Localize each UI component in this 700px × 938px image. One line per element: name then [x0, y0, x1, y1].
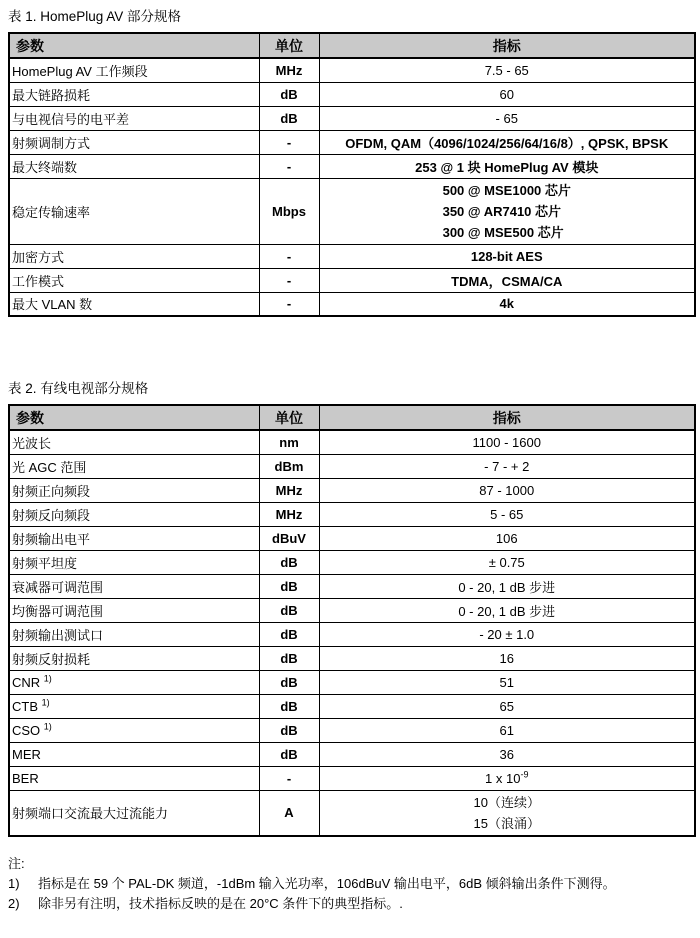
param-cell: 稳定传输速率 [9, 178, 259, 244]
table-row [9, 598, 695, 622]
unit-cell: nm [259, 430, 319, 454]
value-cell: 16 [319, 646, 695, 670]
value-line: 350 @ AR7410 芯片 [442, 203, 562, 219]
param-cell: 射频反射损耗 [9, 646, 259, 670]
value-line: 500 @ MSE1000 芯片 [442, 182, 571, 198]
param-cell: CSO $^{1)}$ [9, 718, 259, 742]
note-number: 1) [8, 875, 20, 891]
value-cell: - 20 ± 1.0 [319, 622, 695, 646]
table-row [9, 718, 695, 742]
notes-label: 注: [8, 855, 25, 871]
value-lines [443, 180, 571, 243]
value-cell: - 65 [319, 106, 695, 130]
value-cell: 0 - 20, 1 dB 步进 [319, 574, 695, 598]
table-row [9, 766, 695, 790]
unit-cell: A [259, 790, 319, 836]
table-row [9, 454, 695, 478]
value-line: 10（连续） [473, 794, 540, 810]
param-cell: 射频输出电平 [9, 526, 259, 550]
unit-cell: dB [259, 550, 319, 574]
notes-list [8, 874, 694, 914]
unit-cell: dBm [259, 454, 319, 478]
unit-cell: MHz [259, 478, 319, 502]
table-row [9, 292, 695, 316]
unit-cell: - [259, 130, 319, 154]
table2 [8, 404, 696, 837]
table-row [9, 268, 695, 292]
note-item [8, 874, 694, 894]
param-cell: CTB $^{1)}$ [9, 694, 259, 718]
unit-cell: - [259, 292, 319, 316]
table1-header-row [9, 33, 695, 58]
table2-header-param: 参数 [9, 405, 259, 430]
value-cell: 1100 - 1600 [319, 430, 695, 454]
value-cell: 60 [319, 82, 695, 106]
table-row [9, 502, 695, 526]
param-cell: 光 AGC 范围 [9, 454, 259, 478]
param-cell: 工作模式 [9, 268, 259, 292]
value-cell: 0 - 20, 1 dB 步进 [319, 598, 695, 622]
value-cell: 51 [319, 670, 695, 694]
unit-cell: dB [259, 622, 319, 646]
unit-cell: - [259, 766, 319, 790]
param-cell: 均衡器可调范围 [9, 598, 259, 622]
table-row [9, 550, 695, 574]
footnote-ref: 1) [43, 673, 52, 684]
table-row [9, 694, 695, 718]
table2-header-spec: 指标 [319, 405, 695, 430]
value-lines [474, 792, 540, 834]
table-row [9, 430, 695, 454]
unit-cell: dB [259, 670, 319, 694]
value-cell: 7.5 - 65 [319, 58, 695, 82]
table2-section [8, 380, 694, 837]
table1-header-unit: 单位 [259, 33, 319, 58]
table-row [9, 622, 695, 646]
table-row [9, 526, 695, 550]
unit-cell: - [259, 244, 319, 268]
table2-header-row [9, 405, 695, 430]
value-cell: 128-bit AES [319, 244, 695, 268]
note-text: 指标是在 59 个 PAL-DK 频道，-1dBm 输入光功率，106dBuV 输出电平，6dB 倾斜输出条件下测得。 [38, 875, 616, 891]
unit-cell: dBuV [259, 526, 319, 550]
param-cell: 射频输出测试口 [9, 622, 259, 646]
table-row [9, 478, 695, 502]
value-cell: 36 [319, 742, 695, 766]
note-item [8, 894, 694, 914]
param-cell: HomePlug AV 工作频段 [9, 58, 259, 82]
value-cell: TDMA，CSMA/CA [319, 268, 695, 292]
value-cell: 106 [319, 526, 695, 550]
unit-cell: MHz [259, 58, 319, 82]
notes-section [8, 854, 694, 914]
value-cell: 5 - 65 [319, 502, 695, 526]
value-cell: 61 [319, 718, 695, 742]
unit-cell: dB [259, 82, 319, 106]
table-row [9, 58, 695, 82]
table1-header-spec: 指标 [319, 33, 695, 58]
note-number: 2) [8, 895, 20, 911]
table2-title: 表 2. 有线电视部分规格 [8, 381, 149, 396]
table-row [9, 82, 695, 106]
param-cell: 射频平坦度 [9, 550, 259, 574]
unit-cell: dB [259, 574, 319, 598]
table-row [9, 646, 695, 670]
param-cell: 最大终端数 [9, 154, 259, 178]
value-cell [319, 178, 695, 244]
value-line: 300 @ MSE500 芯片 [442, 224, 564, 240]
unit-cell: MHz [259, 502, 319, 526]
table-row [9, 790, 695, 836]
value-cell: - 7 - + 2 [319, 454, 695, 478]
table-row [9, 130, 695, 154]
table-row [9, 574, 695, 598]
param-cell: 与电视信号的电平差 [9, 106, 259, 130]
param-cell: 射频反向频段 [9, 502, 259, 526]
footnote-ref: 1) [41, 697, 50, 708]
table-row [9, 742, 695, 766]
value-cell: 253 @ 1 块 HomePlug AV 模块 [319, 154, 695, 178]
unit-cell: - [259, 154, 319, 178]
value-cell: OFDM, QAM（4096/1024/256/64/16/8）, QPSK, BPSK [319, 130, 695, 154]
param-cell: 加密方式 [9, 244, 259, 268]
value-cell: 1 x $10^{-9}$ [319, 766, 695, 790]
param-cell: 射频正向频段 [9, 478, 259, 502]
table2-header-unit: 单位 [259, 405, 319, 430]
unit-cell: dB [259, 106, 319, 130]
value-cell: 87 - 1000 [319, 478, 695, 502]
param-cell: 最大链路损耗 [9, 82, 259, 106]
unit-cell: dB [259, 742, 319, 766]
table-row [9, 106, 695, 130]
param-cell: MER [9, 742, 259, 766]
table1-section [8, 8, 694, 317]
table1-title: 表 1. HomePlug AV 部分规格 [8, 9, 182, 24]
param-cell: 光波长 [9, 430, 259, 454]
unit-cell: Mbps [259, 178, 319, 244]
table-row [9, 154, 695, 178]
unit-cell: - [259, 268, 319, 292]
note-text: 除非另有注明，技术指标反映的是在 20°C 条件下的典型指标。. [38, 895, 403, 911]
value-cell: 4k [319, 292, 695, 316]
table1-body [9, 58, 695, 316]
table-row [9, 244, 695, 268]
value-cell: ± 0.75 [319, 550, 695, 574]
exponent: -9 [520, 769, 529, 780]
unit-cell: dB [259, 598, 319, 622]
param-cell: 射频调制方式 [9, 130, 259, 154]
table-row [9, 670, 695, 694]
value-cell: 65 [319, 694, 695, 718]
value-cell [319, 790, 695, 836]
unit-cell: dB [259, 646, 319, 670]
param-cell: CNR $^{1)}$ [9, 670, 259, 694]
table1 [8, 32, 696, 317]
param-cell: BER [9, 766, 259, 790]
table-row [9, 178, 695, 244]
unit-cell: dB [259, 694, 319, 718]
table2-body [9, 430, 695, 836]
param-cell: 衰减器可调范围 [9, 574, 259, 598]
param-cell: 最大 VLAN 数 [9, 292, 259, 316]
table1-header-param: 参数 [9, 33, 259, 58]
footnote-ref: 1) [43, 721, 52, 732]
unit-cell: dB [259, 718, 319, 742]
value-line: 15（浪涌） [473, 815, 540, 831]
param-cell: 射频端口交流最大过流能力 [9, 790, 259, 836]
